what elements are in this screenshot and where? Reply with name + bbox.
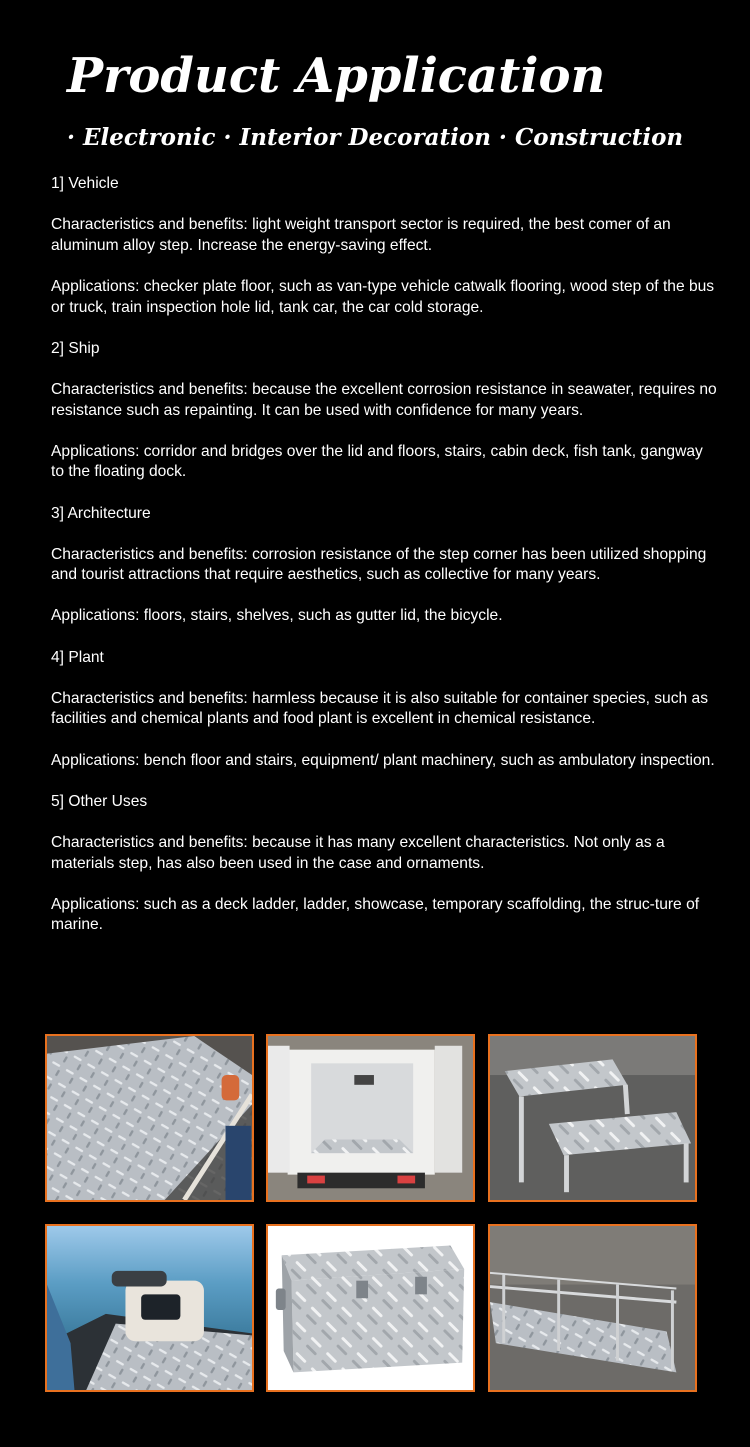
page-title: Product Application [67,48,606,104]
section-heading-other-uses: 5] Other Uses [51,792,148,810]
aluminum-toolbox-photo [266,1224,475,1392]
checker-plate-floor-photo [45,1034,254,1202]
section-characteristics-architecture: Characteristics and benefits: corrosion resistance of the step corner has been utilized shopping and tourist attractions that require aesthetics, such as collective for many years. [51,545,707,584]
gangway-ladder-photo [488,1224,697,1392]
section-heading-vehicle: 1] Vehicle [51,175,119,192]
section-heading-architecture: 3] Architecture [51,504,151,522]
section-applications-architecture: Applications: floors, stairs, shelves, such as gutter lid, the bicycle. [51,607,503,625]
application-list [51,174,717,957]
aluminum-step-stool-photo [488,1034,697,1202]
section-characteristics-other-uses: Characteristics and benefits: because it has many excellent characteristics. Not only as a materials step, has also been used in the case and ornaments. [51,834,665,872]
section-heading-ship: 2] Ship [51,339,100,357]
section-characteristics-plant: Characteristics and benefits: harmless because it is also suitable for container species, such as facilities and chemical plants and food plant is excellent in chemical resistance. [51,689,708,728]
section-applications-plant: Applications: bench floor and stairs, equipment/ plant machinery, such as ambulatory inspection. [51,751,715,769]
boat-deck-photo [45,1224,254,1392]
section-applications-other-uses: Applications: such as a deck ladder, ladder, showcase, temporary scaffolding, the struc-ture of marine. [51,895,700,934]
page-subtitle: · Electronic · Interior Decoration · Construction [67,124,684,151]
van-cold-storage-photo [266,1034,475,1202]
section-characteristics-vehicle: Characteristics and benefits: light weight transport sector is required, the best comer of an aluminum alloy step. Increase the energy-saving effect. [51,216,671,254]
section-applications-vehicle: Applications: checker plate floor, such as van-type vehicle catwalk flooring, wood step of the bus or truck, train inspection hole lid, tank car, the car cold storage. [51,277,715,316]
section-heading-plant: 4] Plant [51,648,104,666]
section-characteristics-ship: Characteristics and benefits: because the excellent corrosion resistance in seawater, requires no resistance such as repainting. It can be used with confidence for many years. [51,380,717,419]
section-applications-ship: Applications: corridor and bridges over the lid and floors, stairs, cabin deck, fish tank, gangway to the floating dock. [51,442,703,481]
